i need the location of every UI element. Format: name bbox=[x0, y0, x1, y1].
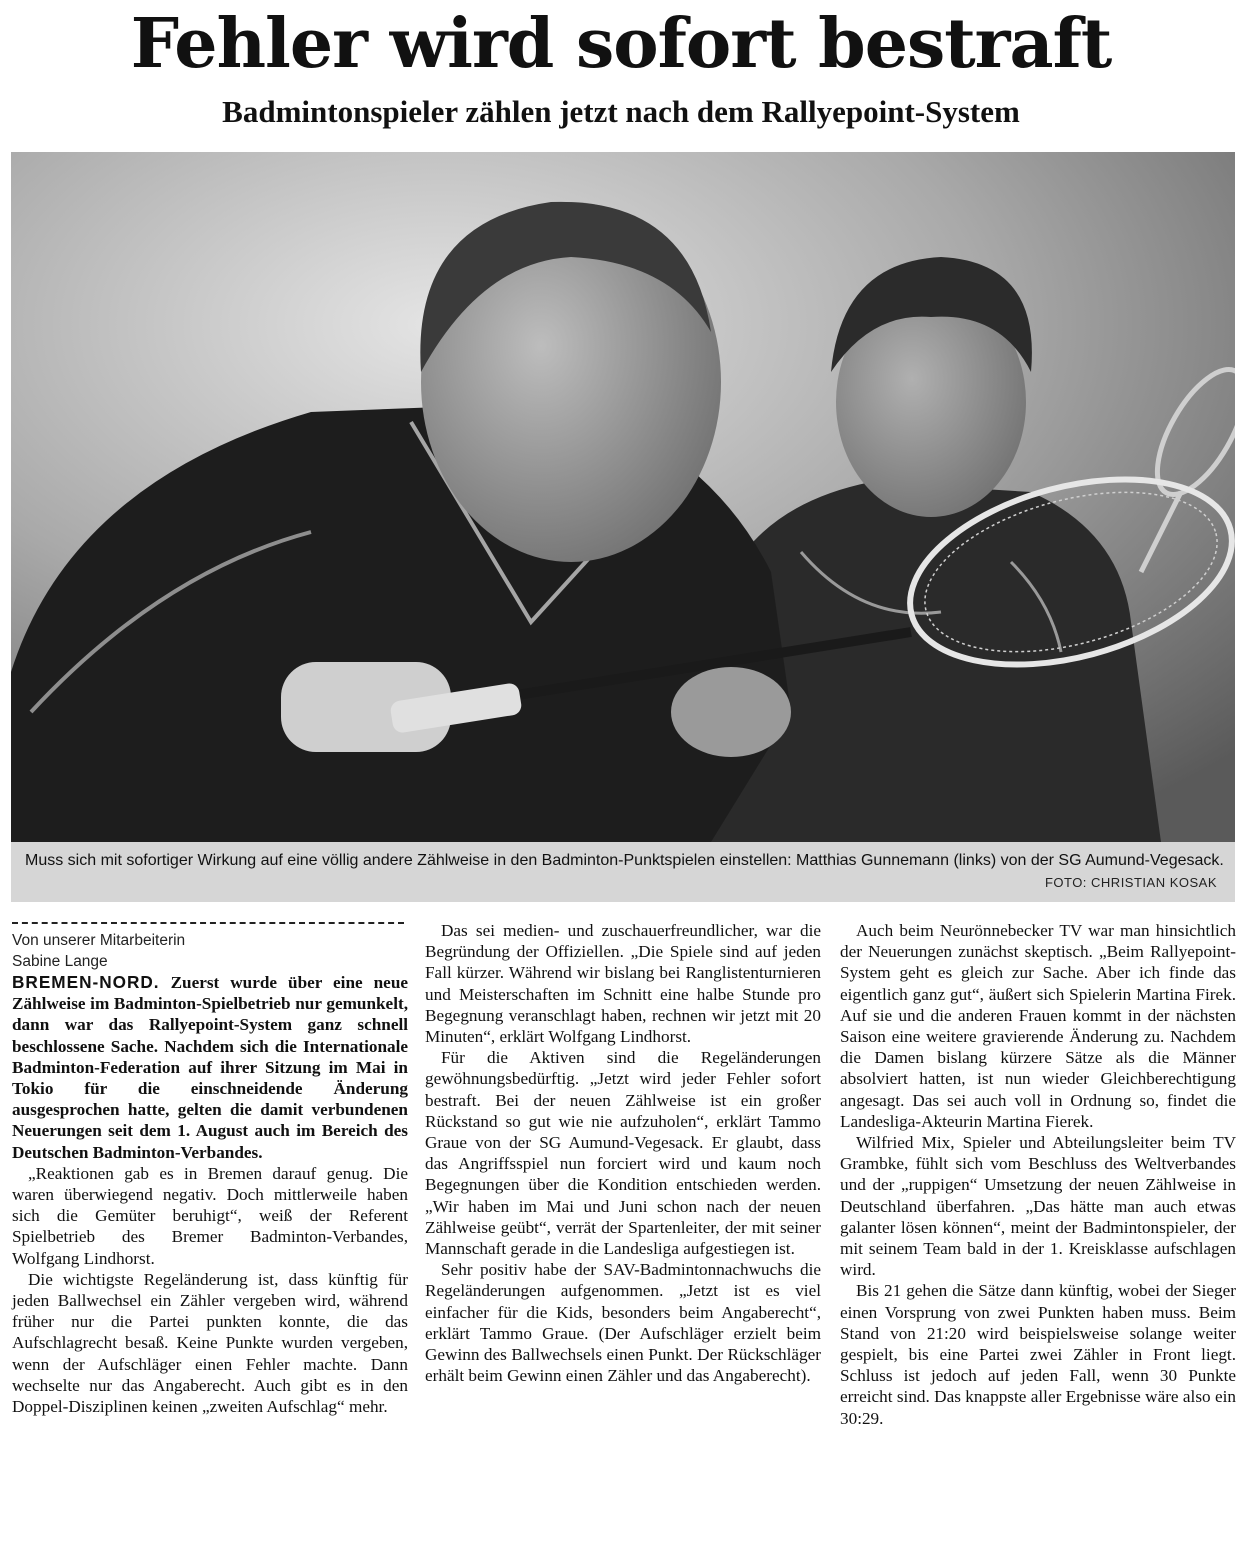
subheadline: Badmintonspieler zählen jetzt nach dem Rallyepoint-System bbox=[222, 94, 1020, 129]
article-column-2 bbox=[425, 920, 821, 1386]
badminton-photo bbox=[11, 152, 1235, 842]
paragraph-6: Auch beim Neurönnebecker TV war man hinsichtlich der Neuerungen zunächst skeptisch. „Beim Rallyepoint-System geht es gleich zur Sache. Aber ich finde das eigentlich ganz gut“, äußert sich Spielerin Martina Firek. Auf sie und die anderen Frauen kommt in der nächsten Saison eine weitere gravierende Änderung zu. Nachdem die Damen bislang kürzere Sätze als die Männer absolviert hatten, ist nun wieder Gleichberechtigung angesagt. Das sei auch voll in Ordnung so, findet die Landesliga-Akteurin Martina Fierek. bbox=[840, 921, 1236, 1131]
paragraph-8: Bis 21 gehen die Sätze dann künftig, wobei der Sieger einen Vorsprung von zwei Punkten haben muss. Beim Stand von 21:20 wird beispielsweise solange weiter gespielt, bis eine Partei zwei Zähler in Front liegt. Schluss ist jedoch auf jeden Fall, wenn 30 Punkte erreicht sind. Das knappste aller Ergebnisse wäre also ein 30:29. bbox=[840, 1281, 1236, 1428]
article-column-1 bbox=[12, 920, 408, 1417]
lead-text: Zuerst wurde über eine neue Zählweise im Badminton-Spielbetrieb nur gemunkelt, dann war das Rallyepoint-System ganz schnell beschlossene Sache. Nachdem sich die Internationale Badminton-Federation auf ihrer Sitzung im Mai in Tokio für die einschneidende Änderung ausgesprochen hatte, gelten die damit verbundenen Neuerungen seit dem 1. August auch im Bereich des Deutschen Badminton-Verbandes. bbox=[12, 973, 409, 1162]
dateline: BREMEN-NORD. bbox=[12, 972, 160, 992]
article-column-3 bbox=[840, 920, 1236, 1429]
paragraph-3: Das sei medien- und zuschauerfreundlicher, war die Begründung der Offiziellen. „Die Spiele sind auf jeden Fall kürzer. Während wir bislang bei Ranglistenturnieren und Meisterschaften im Schnitt eine halbe Stunde pro Begegnung veranschlagt haben, rechnen wir jetzt mit 20 Minuten“, erklärt Wolfgang Lindhorst. bbox=[425, 921, 821, 1047]
lead-paragraph bbox=[12, 972, 408, 1163]
paragraph-5: Sehr positiv habe der SAV-Badmintonnachwuchs die Regeländerungen aufgenommen. „Jetzt ist es viel einfacher für die Kids, besonders beim Angaberecht“, erklärt Tammo Graue. (Der Aufschläger erzielt beim Gewinn des Ballwechsels einen Punkt. Der Rückschläger erhält beim Gewinn einen Zähler und das Angaberecht). bbox=[425, 1260, 821, 1386]
photo-caption-box bbox=[11, 842, 1235, 902]
photo-caption: Muss sich mit sofortiger Wirkung auf eine völlig andere Zählweise in den Badminton-Punktspielen einstellen: Matthias Gunnemann (links) von der SG Aumund-Vegesack. bbox=[25, 852, 1224, 869]
byline-line-1: Von unserer Mitarbeiterin bbox=[12, 932, 186, 949]
photo-illustration bbox=[11, 152, 1235, 842]
paragraph-4: Für die Aktiven sind die Regeländerungen gewöhnungsbedürftig. „Jetzt wird jeder Fehler sofort bestraft. Bei der neuen Zählweise ist ein großer Rückstand so gut wie nie aufzuholen“, erklärt Tammo Graue von der SG Aumund-Vegesack. Er glaubt, dass das Angriffsspiel nun forciert wird und kaum noch Begegnungen über die Kondition entschieden werden. „Wir haben im Mai und Juni schon nach der neuen Zählweise geübt“, verrät der Spartenleiter, der mit seiner Mannschaft gerade in die Landesliga aufgestiegen ist. bbox=[425, 1048, 821, 1259]
paragraph-1: „Reaktionen gab es in Bremen darauf genug. Die waren überwiegend negativ. Doch mittlerweile haben sich die Gemüter beruhigt“, weiß der Referent Spielbetrieb des Bremer Badminton-Verbandes, Wolfgang Lindhorst. bbox=[12, 1163, 408, 1268]
paragraph-2: Die wichtigste Regeländerung ist, dass künftig für jeden Ballwechsel ein Zähler vergeben wird, während früher nur die Partei punkten konnte, die das Aufschlagrecht besaß. Keine Punkte wurden vergeben, wenn der Aufschläger einen Fehler machte. Dann wechselte nur das Angaberecht. Auch gibt es in den Doppel-Disziplinen keinen „zweiten Aufschlag“ mehr. bbox=[12, 1269, 408, 1417]
headline: Fehler wird sofort bestraft bbox=[130, 4, 1112, 84]
byline-author: Sabine Lange bbox=[12, 953, 108, 970]
paragraph-7: Wilfried Mix, Spieler und Abteilungsleiter beim TV Grambke, fühlt sich vom Beschluss des Weltverbandes und der „ruppigen“ Umsetzung der neuen Zählweise in Deutschland überfahren. „Das hätte man auch etwas galanter lösen können“, meint der Badmintonspieler, der mit seinem Team bald in der 1. Kreisklasse aufschlagen wird. bbox=[840, 1133, 1236, 1280]
photo-credit: FOTO: CHRISTIAN KOSAK bbox=[1044, 875, 1217, 890]
byline-rule bbox=[12, 922, 404, 924]
